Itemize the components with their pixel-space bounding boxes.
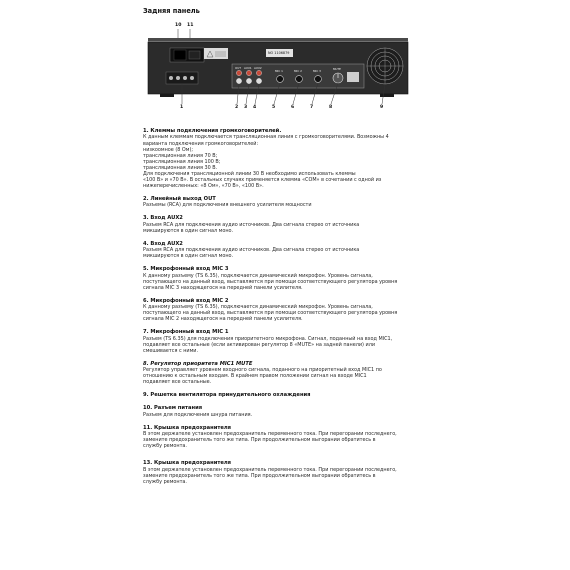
section-8 [143, 361, 443, 386]
section-title: 5. Микрофонный вход MIC 3 [143, 266, 229, 273]
section-title: 10. Разъем питания [143, 405, 203, 412]
section-line: службу ремонта. [143, 443, 187, 450]
section-line: Регулятор управляет уровнем входного сигнала, поданного на приоритетный вход MIC1 по [143, 366, 382, 373]
section-line: Разъем RCA для подключения аудио источников. Два сигнала стерео от источника [143, 247, 360, 254]
section-title: 7. Микрофонный вход MIC 1 [143, 329, 229, 336]
callout-7: 7 [310, 105, 314, 110]
page-title: Задняя панель [143, 7, 200, 15]
section-7 [143, 329, 443, 354]
section-line: Для подключения трансляционной линии 30 В необходимо использовать клеммы [143, 170, 356, 177]
section-3 [143, 215, 443, 234]
section-11 [143, 425, 443, 450]
section-4 [143, 241, 443, 260]
section-title: 2. Линейный выход OUT [143, 196, 216, 203]
callout-3: 3 [244, 105, 248, 110]
callout-4: 4 [253, 105, 257, 110]
section-line: «100 В» и «70 В». В остальных случаях применяется клемма «COM» в сочетании с одной из [143, 177, 382, 184]
section-line: подавляет все остальные (если активирован регулятор 8 «MUTE» на задней панели) или [143, 341, 375, 348]
port-label-mic1: MIC 1 [275, 69, 283, 73]
section-line: К данным клеммам подключается трансляционная линия с громкоговорителями. Возможны 4 [143, 134, 389, 141]
section-line: смешивается с ними. [143, 347, 199, 354]
section-title: 6. Микрофонный вход MIC 2 [143, 297, 229, 304]
port-label-aux2: AUX2 [254, 65, 262, 70]
sections-list [143, 128, 443, 492]
section-2 [143, 196, 443, 209]
callout-1: 1 [180, 105, 184, 110]
section-line: трансляционная линия 30 В. [143, 164, 218, 171]
callout-11: 11 [187, 23, 194, 28]
section-1 [143, 128, 443, 189]
section-line: варианта подключения громкоговорителей: [143, 140, 259, 147]
section-title: 13. Крышка предохранителя [143, 460, 231, 467]
section-5 [143, 266, 443, 291]
callout-5: 5 [272, 105, 276, 110]
port-label-mute: MUTE [333, 67, 341, 71]
section-line: отношению к остальным входам. В крайнем правом положении сигнал на входе MIC1 [143, 373, 367, 380]
callout-9: 9 [380, 105, 384, 110]
section-line: Разъем RCA для подключения аудио источников. Два сигнала стерео от источника [143, 221, 360, 228]
section-line: подавляет все остальные. [143, 379, 212, 386]
section-line: Разъем (TS 6.35) для подключения приоритетного микрофона. Сигнал, поданный на вход MIC1, [143, 335, 393, 342]
section-line: службу ремонта. [143, 478, 187, 485]
section-line: микшируются в один сигнал моно. [143, 227, 234, 234]
rear-panel-drawing [140, 22, 425, 112]
section-line: поступающего на данный вход, выставляется при помощи соответствующего регулятора уровня [143, 310, 398, 317]
section-line: К данному разъему (TS 6.35), подключается динамический микрофон. Уровень сигнала, [143, 272, 373, 279]
rear-panel-figure [140, 22, 425, 112]
section-title: 11. Крышка предохранителя [143, 424, 231, 431]
port-label-mic3: MIC 3 [313, 69, 321, 73]
section-6 [143, 298, 443, 323]
callout-10: 10 [175, 23, 182, 28]
section-line: микшируются в один сигнал моно. [143, 253, 234, 260]
section-line: В этом держателе установлен предохранитель переменного тока. При перегорании последнего, [143, 430, 397, 437]
section-line: замените предохранитель того же типа. При продолжительном выгорании обратитесь в [143, 472, 376, 479]
section-9 [143, 392, 443, 398]
callout-8: 8 [329, 105, 333, 110]
section-title: 8. Регулятор приоритета MIC1 MUTE [143, 360, 253, 367]
section-title: 3. Вход AUX2 [143, 215, 183, 222]
section-10 [143, 405, 443, 418]
section-line: нижеперечисленных: «8 Ом», «70 В», «100 В». [143, 183, 264, 190]
section-title: 4. Вход AUX2 [143, 240, 183, 247]
port-label-out: OUT [235, 65, 241, 70]
serial-label: NO 1106879 [268, 51, 290, 55]
section-line: поступающего на данный вход, выставляется при помощи соответствующего регулятора уровня [143, 278, 398, 285]
port-label-mic2: MIC 2 [294, 69, 302, 73]
section-line: замените предохранитель того же типа. При продолжительном выгорании обратитесь в [143, 437, 376, 444]
section-line: сигнала MIC 2 находящегося на передней панели усилителя. [143, 316, 303, 323]
section-line: Разъем для подключения шнура питания. [143, 411, 253, 418]
port-label-aux1: AUX1 [244, 65, 252, 70]
section-title: 1. Клеммы подключения громкоговорителей. [143, 128, 282, 134]
callout-2: 2 [235, 105, 239, 110]
section-line: трансляционная линия 100 В; [143, 158, 221, 165]
section-line: В этом держателе установлен предохранитель переменного тока. При перегорании последнего, [143, 466, 397, 473]
section-title: 9. Решетка вентилятора принудительного охлаждения [143, 392, 311, 399]
section-line: трансляционная линия 70 В; [143, 152, 218, 159]
section-line: К данному разъему (TS 6.35), подключается динамический микрофон. Уровень сигнала, [143, 304, 373, 311]
callout-6: 6 [291, 105, 295, 110]
section-line: низкоомное (8 Ом); [143, 146, 194, 153]
section-12 [143, 460, 443, 485]
section-line: Разъемы (RCA) для подключения внешнего усилителя мощности [143, 202, 312, 209]
section-line: сигнала MIC 3 находящегося на передней панели усилителя. [143, 284, 303, 291]
